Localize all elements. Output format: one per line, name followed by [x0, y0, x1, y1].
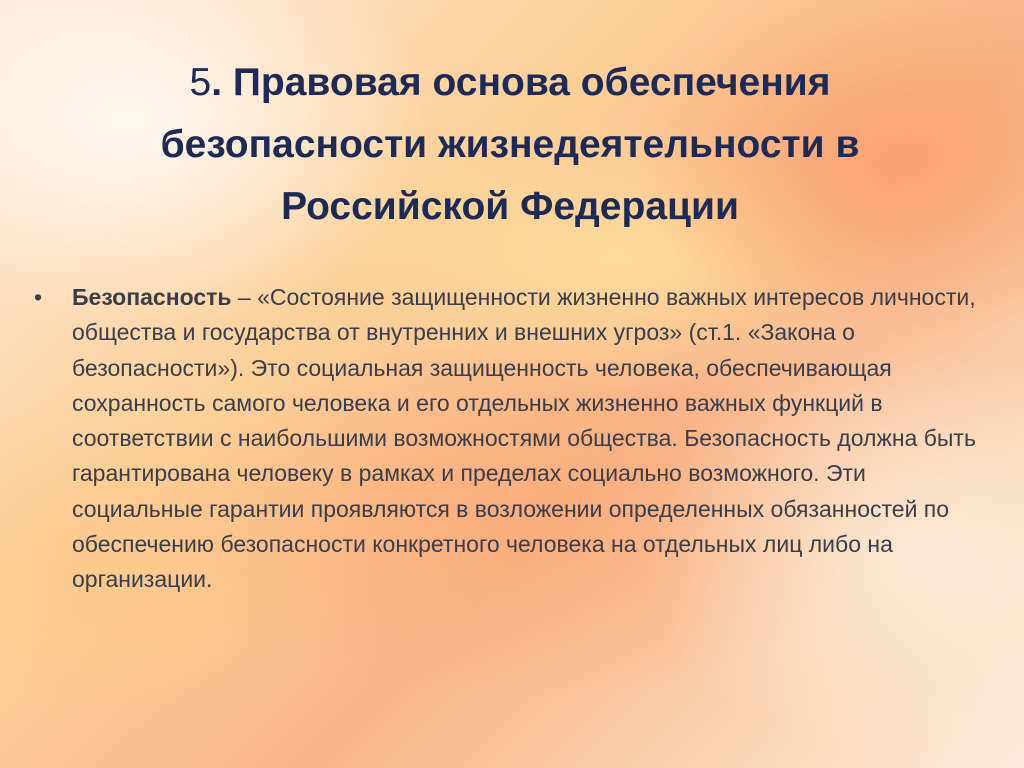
title-number: 5 — [189, 61, 212, 104]
bullet-marker: • — [33, 284, 43, 310]
bullet-item — [28, 280, 998, 598]
bullet-term: Безопасность — [72, 284, 232, 310]
title-text: . Правовая основа обеспечения безопасности жизнедеятельности в Российской Федерации — [160, 61, 860, 228]
slide-title — [90, 52, 930, 238]
bullet-text: – «Состояние защищенности жизненно важных интересов личности, общества и государства от внутренних и внешних угроз» (ст.1. «Закона о безопасности»). Это социальная защищенность человека, обеспечивающая сохранность самого человека и его отдельных жизненно важных функций в соответствии с наибольшими возможностями общества. Безопасность должна быть гарантирована человеку в рамках и пределах социально возможного. Эти социальные гарантии проявляются в возложении определенных обязанностей по обеспечению безопасности конкретного человека на отдельных лиц либо на организации. — [72, 284, 976, 593]
bullet-list — [28, 280, 998, 598]
